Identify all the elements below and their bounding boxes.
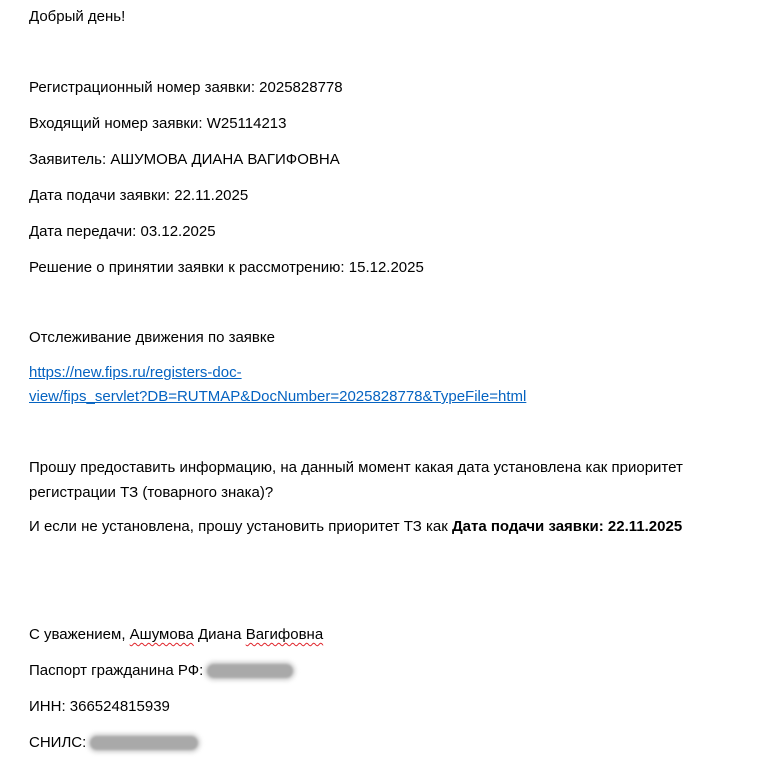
signature-surname: Ашумова xyxy=(129,626,194,643)
regards-prefix: С уважением, xyxy=(29,626,130,643)
tracking-link-line2[interactable]: view/fips_servlet?DB=RUTMAP&DocNumber=2025828778&TypeFile=html xyxy=(29,388,527,405)
passport-line xyxy=(29,661,293,681)
snils-label: СНИЛС: xyxy=(29,734,91,751)
acceptance-decision: Решение о принятии заявки к рассмотрению: 15.12.2025 xyxy=(29,259,424,276)
tracking-label: Отслеживание движения по заявке xyxy=(29,329,275,346)
passport-redaction xyxy=(207,664,293,678)
signature-name: Диана xyxy=(198,626,242,643)
passport-label: Паспорт гражданина РФ: xyxy=(29,662,208,679)
request-line2: регистрации ТЗ (товарного знака)? xyxy=(29,484,274,501)
request-line3-text: И если не установлена, прошу установить приоритет ТЗ как xyxy=(29,518,452,535)
registration-number: Регистрационный номер заявки: 2025828778 xyxy=(29,79,343,96)
request-line3 xyxy=(29,517,682,537)
regards-line xyxy=(29,625,323,645)
transfer-date: Дата передачи: 03.12.2025 xyxy=(29,223,216,240)
greeting: Добрый день! xyxy=(29,8,126,25)
request-line3-bold: Дата подачи заявки: 22.11.2025 xyxy=(451,518,683,535)
request-line1: Прошу предоставить информацию, на данный момент какая дата установлена как приоритет xyxy=(29,459,683,476)
applicant: Заявитель: АШУМОВА ДИАНА ВАГИФОВНА xyxy=(29,151,340,168)
filing-date: Дата подачи заявки: 22.11.2025 xyxy=(29,187,249,204)
incoming-number: Входящий номер заявки: W25114213 xyxy=(29,115,287,132)
tracking-link-line1[interactable]: https://new.fips.ru/registers-doc- xyxy=(29,364,242,381)
snils-redaction xyxy=(90,736,198,750)
signature-patronymic: Вагифовна xyxy=(245,626,324,643)
inn-line: ИНН: 366524815939 xyxy=(29,698,170,715)
snils-line xyxy=(29,733,198,753)
